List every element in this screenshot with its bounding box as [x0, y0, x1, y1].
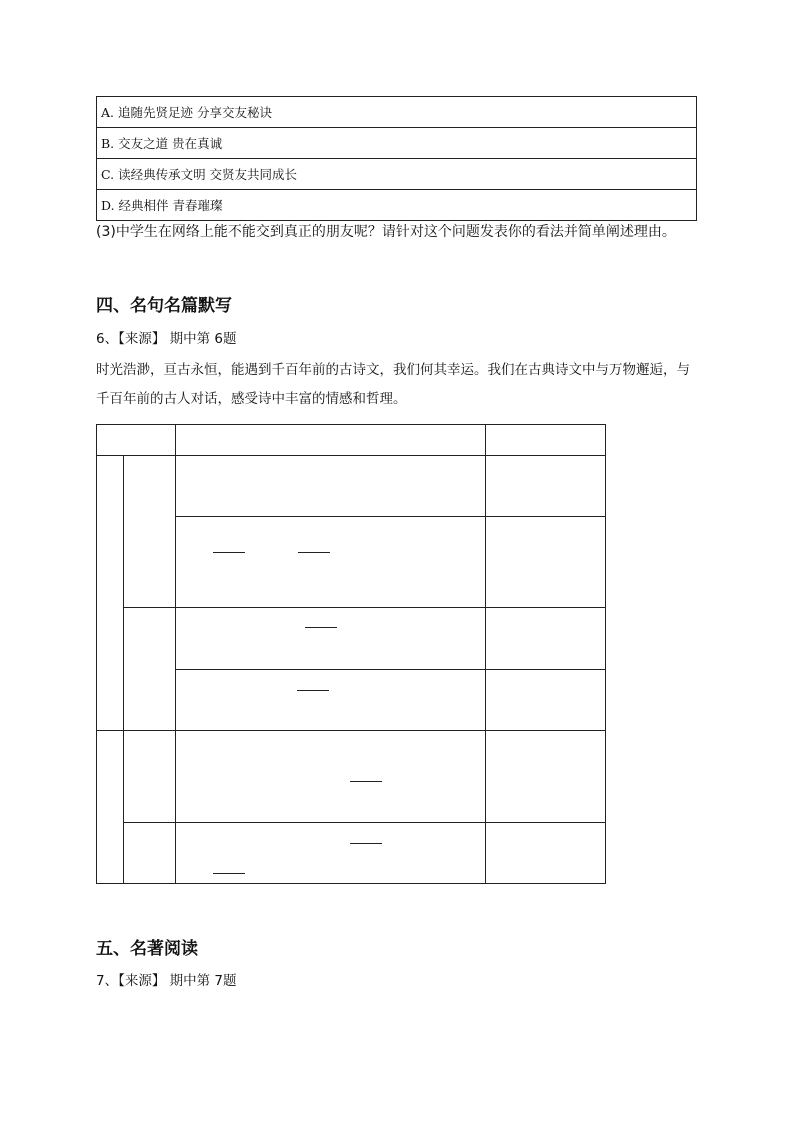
answer-blank[interactable]: [350, 781, 382, 782]
option-a: A. 追随先贤足迹 分享交友秘诀: [97, 97, 697, 128]
note-cell-3: [486, 608, 606, 670]
poem-fill-table: [96, 424, 606, 884]
subgroup-cell-2: [124, 608, 176, 731]
answer-blank[interactable]: [305, 627, 337, 628]
answer-cell-6: [176, 823, 486, 884]
option-d: D. 经典相伴 青春璀璨: [97, 190, 697, 221]
question-6-intro: 时光浩渺，亘古永恒，能遇到千百年前的古诗文，我们何其幸运。我们在古典诗文中与万物邂逅，与千百年前的古人对话，感受诗中丰富的情感和哲理。: [96, 362, 690, 407]
answer-cell-4: [176, 670, 486, 731]
note-cell-5: [486, 731, 606, 823]
subgroup-cell-1: [124, 456, 176, 608]
question-6-source: 6、【来源】 期中第 6题: [96, 331, 237, 347]
subgroup-cell-3: [124, 731, 176, 823]
section-4-title: 四、名句名篇默写: [96, 296, 232, 316]
answer-blank[interactable]: [213, 552, 245, 553]
answer-blank[interactable]: [298, 552, 330, 553]
note-cell-2: [486, 517, 606, 608]
note-cell-4: [486, 670, 606, 731]
answer-blank[interactable]: [297, 690, 329, 691]
option-b: B. 交友之道 贵在真诚: [97, 128, 697, 159]
answer-cell-3: [176, 608, 486, 670]
question-3: (3)中学生在网络上能不能交到真正的朋友呢？请针对这个问题发表你的看法并简单阐述理由。: [96, 224, 676, 240]
note-cell-6: [486, 823, 606, 884]
group-cell-2: [97, 731, 124, 884]
answer-blank[interactable]: [213, 873, 245, 874]
group-cell-1: [97, 456, 124, 731]
question-7-source: 7、【来源】 期中第 7题: [96, 973, 237, 989]
note-cell-1: [486, 456, 606, 517]
header-cell-3: [486, 425, 606, 456]
options-table: [96, 96, 697, 221]
subgroup-cell-4: [124, 823, 176, 884]
answer-cell-5: [176, 731, 486, 823]
answer-cell-2: [176, 517, 486, 608]
section-5-title: 五、名著阅读: [96, 939, 198, 959]
header-cell-2: [176, 425, 486, 456]
option-c: C. 读经典传承文明 交贤友共同成长: [97, 159, 697, 190]
answer-blank[interactable]: [350, 843, 382, 844]
answer-cell-1: [176, 456, 486, 517]
header-cell-1: [97, 425, 176, 456]
